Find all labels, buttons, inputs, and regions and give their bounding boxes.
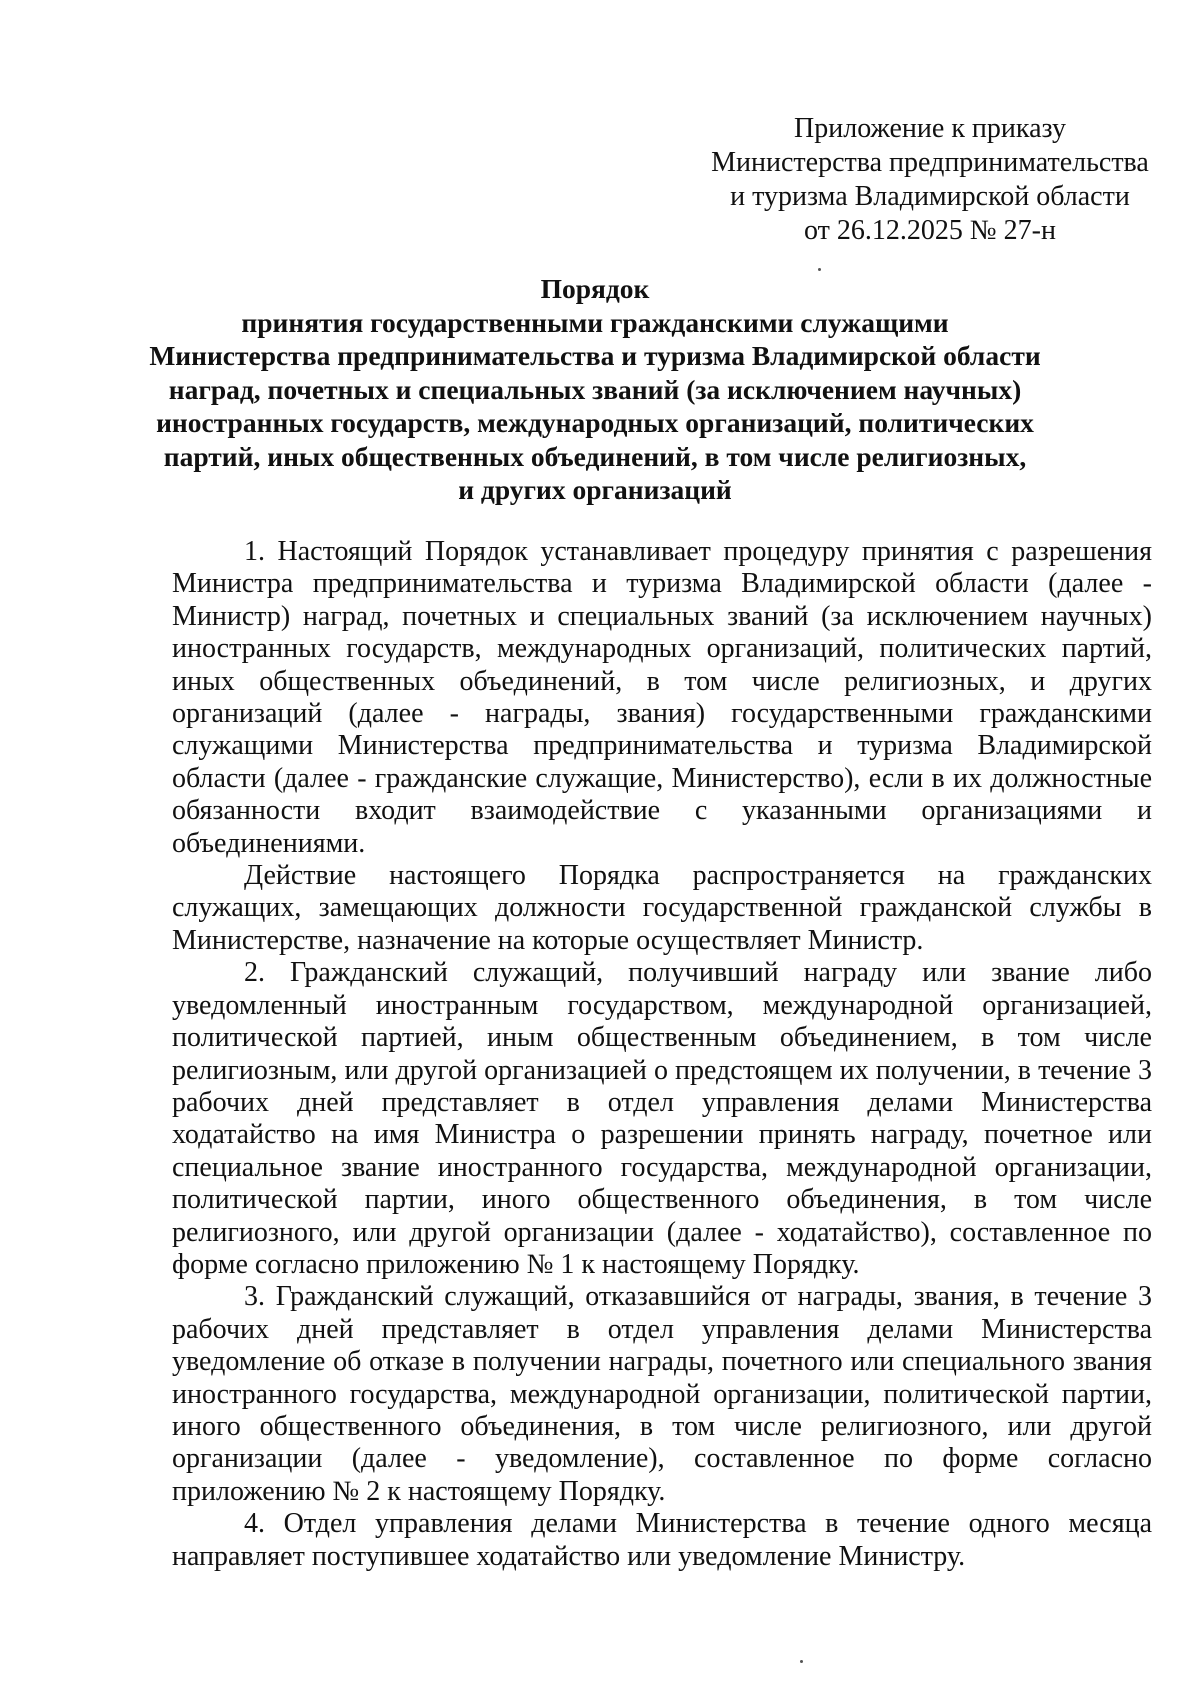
appendix-header xyxy=(680,112,1180,248)
title-line: наград, почетных и специальных званий (за исключением научных) xyxy=(168,373,1022,405)
document-title xyxy=(120,272,1070,507)
body-paragraph: 2. Гражданский служащий, получивший награду или звание либо уведомленный иностранным государством, международной организацией, политической партией, иным общественным объединением, в том числе религиозным, или другой организацией о предстоящем их получении, в течение 3 рабочих дней представляет в отдел управления делами Министерства ходатайство на имя Министра о разрешении принять награду, почетное или специальное звание иностранного государства, международной организации, политической партии, иного общественного объединения, в том числе религиозного, или другой организации (далее - ходатайство), составленное по форме согласно приложению № 1 к настоящему Порядку. xyxy=(172,957,1152,1280)
body-paragraph: Действие настоящего Порядка распространяется на гражданских служащих, замещающих должности государственной гражданской службы в Министерстве, назначение на которые осуществляет Министр. xyxy=(172,860,1152,956)
appendix-header-line: Приложение к приказу xyxy=(794,113,1066,144)
appendix-header-line: Министерства предпринимательства xyxy=(711,147,1149,178)
title-line: и других организаций xyxy=(458,474,732,505)
title-line: Министерства предпринимательства и туризма Владимирской области xyxy=(149,340,1041,371)
body-paragraph: 3. Гражданский служащий, отказавшийся от награды, звания, в течение 3 рабочих дней представляет в отдел управления делами Министерства уведомление об отказе в получении награды, почетного или специального звания иностранного государства, международной организации, политической партии, иного общественного объединения, в том числе религиозного, или другой организации (далее - уведомление), составленное по форме согласно приложению № 2 к настоящему Порядку. xyxy=(172,1281,1152,1507)
body-paragraph: 4. Отдел управления делами Министерства в течение одного месяца направляет поступившее ходатайство или уведомление Министру. xyxy=(172,1508,1152,1572)
title-line: принятия государственными гражданскими служащими xyxy=(241,306,949,338)
scan-speck xyxy=(800,1660,803,1663)
appendix-header-line: и туризма Владимирской области xyxy=(730,181,1130,212)
scan-speck xyxy=(818,268,821,271)
body-paragraph: 1. Настоящий Порядок устанавливает процедуру принятия с разрешения Министра предпринимательства и туризма Владимирской области (далее - Министр) наград, почетных и специальных званий (за исключением научных) иностранных государств, международных организаций, политических партий, иных общественных объединений, в том числе религиозных, и других организаций (далее - награды, звания) государственными гражданскими служащими Министерства предпринимательства и туризма Владимирской области (далее - гражданские служащие, Министерство), если в их должностные обязанности входит взаимодействие с указанными организациями и объединениями. xyxy=(172,536,1152,859)
document-body xyxy=(172,536,1152,1573)
title-line: партий, иных общественных объединений, в том числе религиозных, xyxy=(163,440,1027,472)
appendix-header-line: от 26.12.2025 № 27-н xyxy=(804,215,1056,246)
title-line: Порядок xyxy=(540,273,650,304)
title-line: иностранных государств, международных организаций, политических xyxy=(156,407,1034,438)
